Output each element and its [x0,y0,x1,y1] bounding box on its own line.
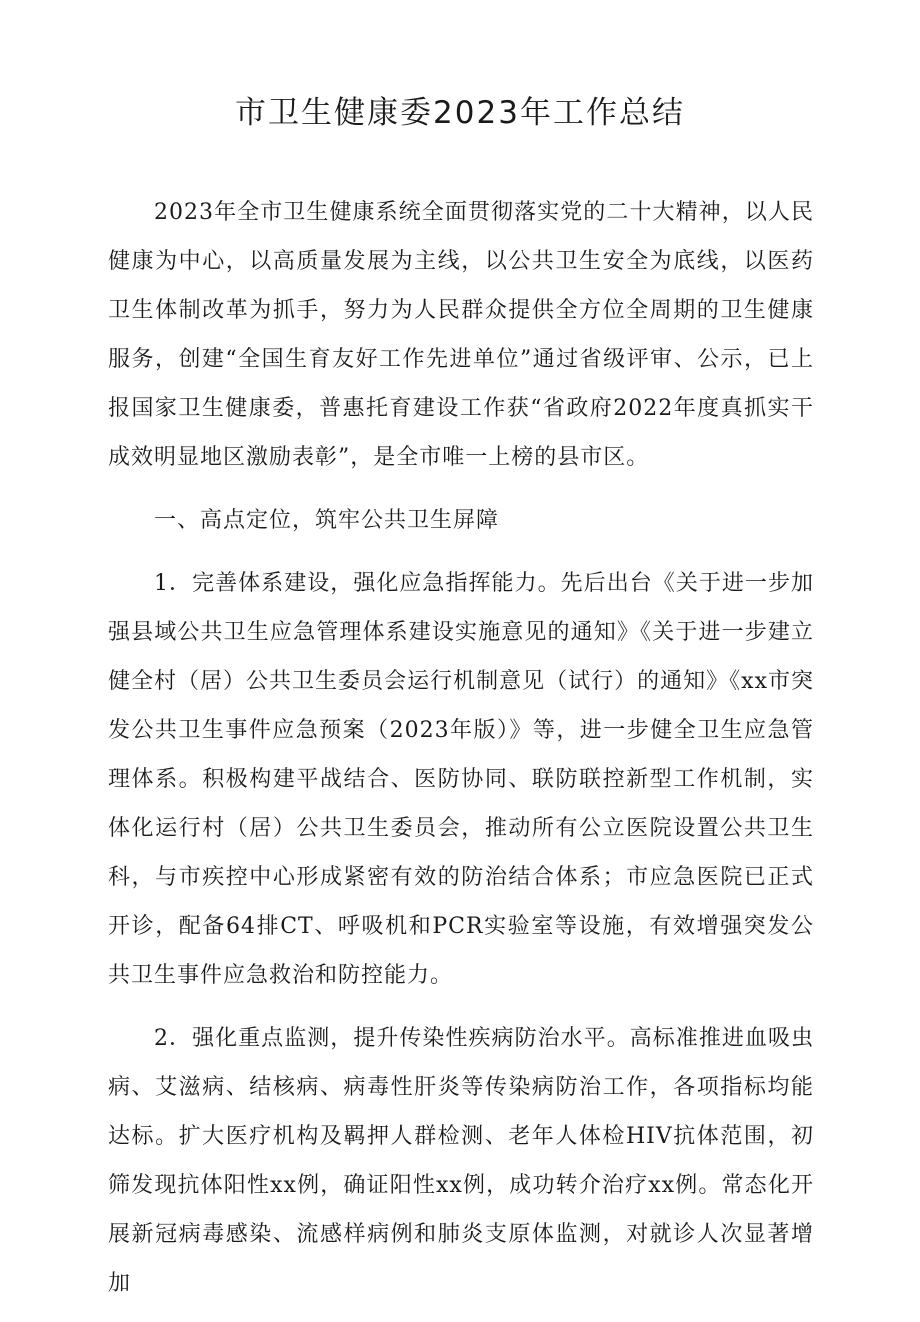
item-paragraph-1: 1．完善体系建设，强化应急指挥能力。先后出台《关于进一步加强县域公共卫生应急管理体系建设实施意见的通知》《关于进一步建立健全村（居）公共卫生委员会运行机制意见（试行）的通知》《xx市突发公共卫生事件应急预案（2023年版）》等，进一步健全卫生应急管理体系。积极构建平战结合、医防协同、联防联控新型工作机制，实体化运行村（居）公共卫生委员会，推动所有公立医院设置公共卫生科，与市疾控中心形成紧密有效的防治结合体系；市应急医院已正式开诊，配备64排CT、呼吸机和PCR实验室等设施，有效增强突发公共卫生事件应急救治和防控能力。 [108,571,814,988]
intro-paragraph: 2023年全市卫生健康系统全面贯彻落实党的二十大精神，以人民健康为中心，以高质量发展为主线，以公共卫生安全为底线，以医药卫生体制改革为抓手，努力为人民群众提供全方位全周期的卫生健康服务，创建“全国生育友好工作先进单位”通过省级评审、公示，已上报国家卫生健康委，普惠托育建设工作获“省政府2022年度真抓实干成效明显地区激励表彰”，是全市唯一上榜的县市区。 [108,200,814,470]
document-body [108,188,814,1322]
item-paragraph-2: 2．强化重点监测，提升传染性疾病防治水平。高标准推进血吸虫病、艾滋病、结核病、病毒性肝炎等传染病防治工作，各项指标均能达标。扩大医疗机构及羁押人群检测、老年人体检HIV抗体范围，初筛发现抗体阳性xx例，确证阳性xx例，成功转介治疗xx例。常态化开展新冠病毒感染、流感样病例和肺炎支原体监测，对就诊人次显著增加 [108,1026,814,1296]
document-title: 市卫生健康委2023年工作总结 [235,95,685,131]
section-heading-1: 一、高点定位，筑牢公共卫生屏障 [154,508,500,533]
